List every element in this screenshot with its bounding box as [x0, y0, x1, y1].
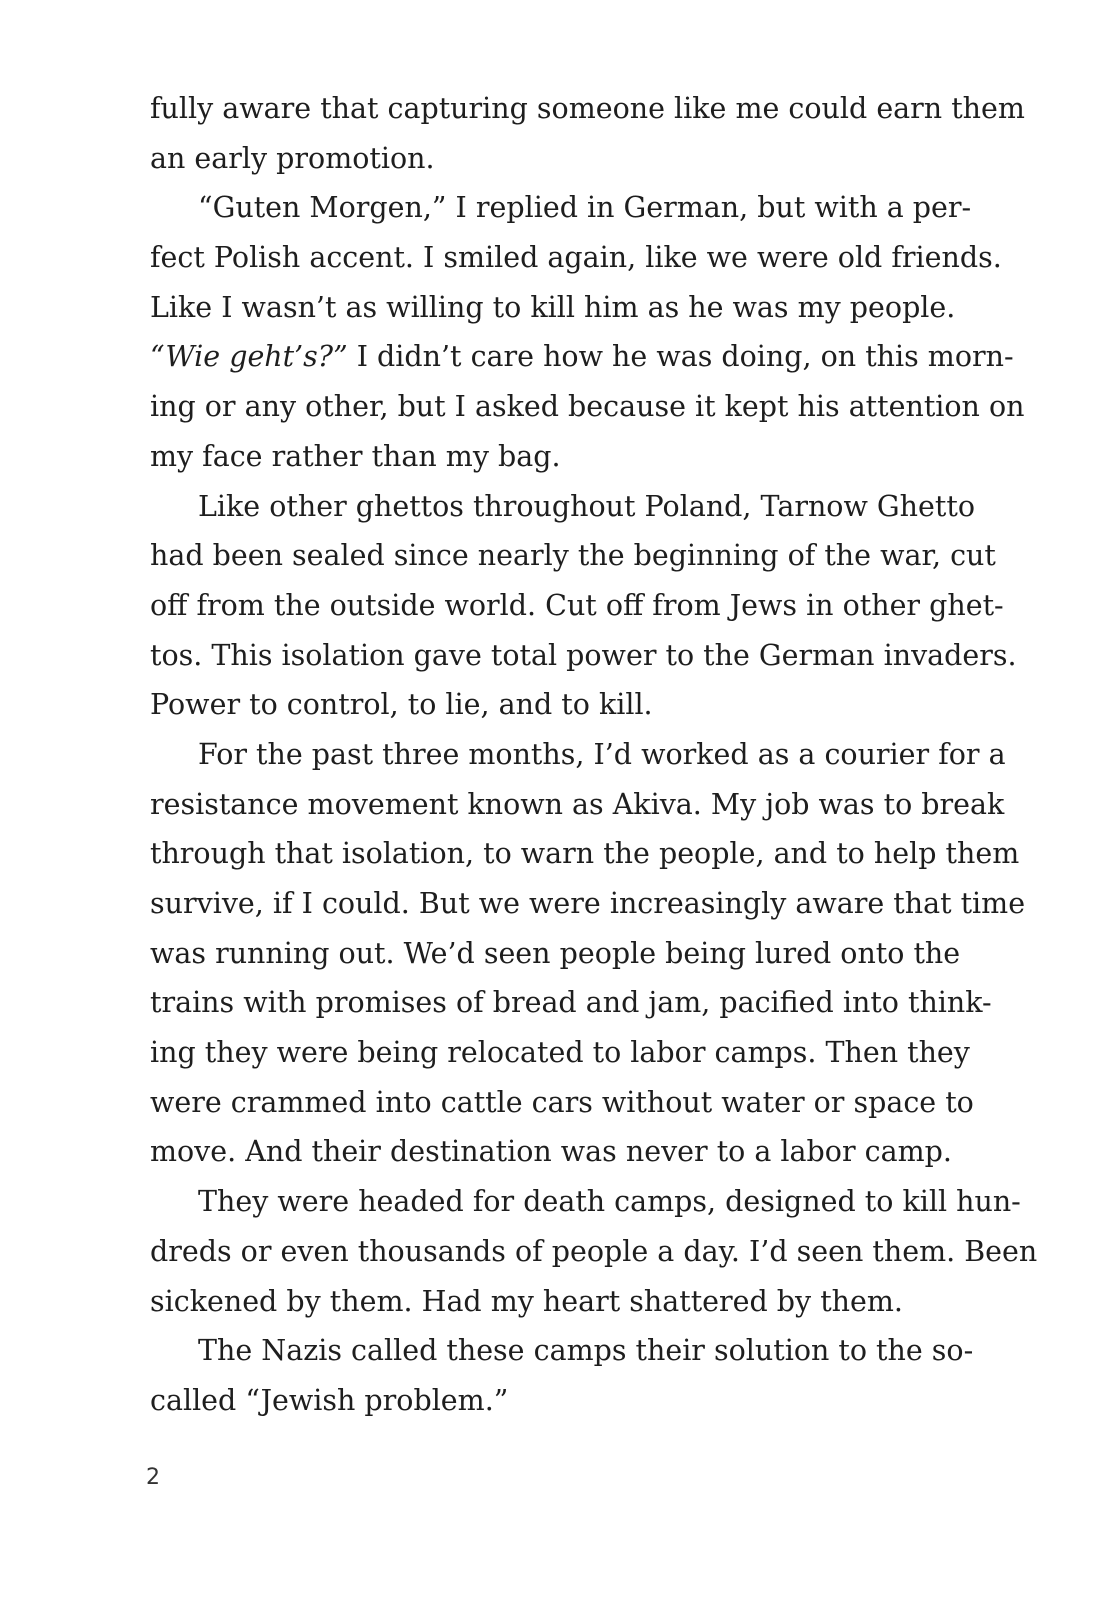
text-line	[150, 829, 1020, 879]
text-segment: Power to control, to lie, and to kill.	[150, 688, 653, 722]
text-line	[150, 1277, 932, 1327]
text-line	[150, 879, 1026, 929]
text-segment: fully aware that capturing someone like me could earn them	[150, 92, 1025, 125]
text-line	[150, 531, 996, 581]
text-segment: They were headed for death camps, designed to kill hun-	[198, 1185, 1021, 1219]
text-line	[150, 780, 1005, 830]
text-segment: The Nazis called these camps their solution to the so-	[198, 1334, 974, 1368]
text-segment: sickened by them. Had my heart shattered by them.	[150, 1284, 903, 1318]
text-line	[150, 432, 932, 482]
text-line	[150, 1376, 932, 1426]
text-line	[150, 730, 1006, 780]
text-line	[150, 929, 961, 979]
text-line	[150, 283, 956, 333]
text-segment: “Guten Morgen,” I replied in German, but with a per-	[198, 191, 972, 225]
text-segment: my face rather than my bag.	[150, 439, 561, 473]
text-line	[150, 183, 972, 233]
text-segment: was running out. We’d seen people being lured onto the	[150, 936, 961, 970]
text-segment: an early promotion.	[150, 141, 435, 175]
text-line	[150, 978, 992, 1028]
text-line	[150, 1028, 970, 1078]
text-segment: off from the outside world. Cut off from Jews in other ghet-	[150, 588, 1004, 622]
text-line	[150, 84, 1025, 134]
text-line	[150, 1127, 952, 1177]
text-line	[150, 581, 1004, 631]
text-segment: fect Polish accent. I smiled again, like we were old friends.	[150, 241, 1002, 275]
page-number: 2	[146, 1465, 160, 1490]
text-segment: tos. This isolation gave total power to the German invaders.	[150, 638, 1017, 672]
text-line	[150, 631, 1017, 681]
text-line	[150, 233, 1002, 283]
text-segment: called “Jewish problem.”	[150, 1383, 509, 1417]
text-line	[150, 332, 1014, 382]
text-segment: trains with promises of bread and jam, pacified into think-	[150, 986, 992, 1020]
text-line	[150, 382, 1025, 432]
text-line	[150, 482, 975, 532]
italic-phrase: “Wie geht’s?”	[150, 340, 348, 374]
text-segment: had been sealed since nearly the beginning of the war, cut	[150, 539, 996, 573]
text-segment: Like I wasn’t as willing to kill him as he was my people.	[150, 290, 956, 324]
text-segment: through that isolation, to warn the people, and to help them	[150, 837, 1020, 871]
text-segment: move. And their destination was never to a labor camp.	[150, 1135, 952, 1169]
text-segment: ing or any other, but I asked because it kept his attention on	[150, 390, 1025, 424]
text-line	[150, 134, 932, 184]
text-segment: Like other ghettos throughout Poland, Tarnow Ghetto	[198, 489, 975, 523]
text-segment: ing they were being relocated to labor camps. Then they	[150, 1036, 970, 1070]
text-segment: survive, if I could. But we were increasingly aware that time	[150, 887, 1026, 920]
text-line	[150, 1078, 974, 1128]
text-segment: were crammed into cattle cars without water or space to	[150, 1085, 974, 1119]
text-segment: resistance movement known as Akiva. My job was to break	[150, 787, 1005, 821]
body-text	[150, 84, 1038, 1426]
text-segment: For the past three months, I’d worked as a courier for a	[198, 737, 1006, 771]
text-segment: dreds or even thousands of people a day. I’d seen them. Been	[150, 1234, 1038, 1268]
text-line	[150, 1177, 1021, 1227]
text-line	[150, 680, 932, 730]
text-line	[150, 1326, 974, 1376]
text-segment: I didn’t care how he was doing, on this morn-	[347, 340, 1014, 374]
text-line	[150, 1227, 1038, 1277]
